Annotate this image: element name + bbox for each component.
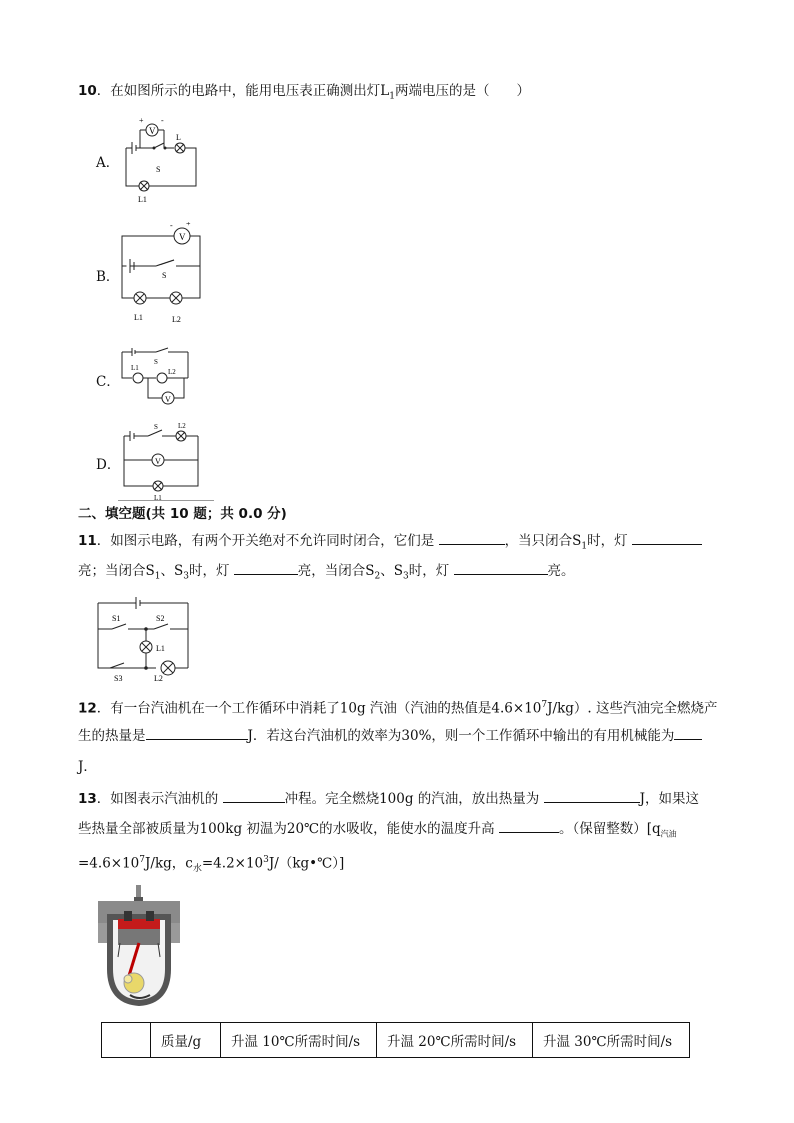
q12-blank-1[interactable] [146,725,248,740]
table-header-cell [102,1023,151,1058]
svg-text:L2: L2 [178,422,186,430]
table-header-cell: 质量/g [151,1023,221,1058]
q10-number: 10 [78,83,97,99]
q13-line1: 13．如图表示汽油机的 冲程。完全燃烧100g 的汽油，放出热量为 J，如果这 [78,788,699,809]
svg-text:L1: L1 [131,364,139,372]
circuit-a-diagram [118,114,202,206]
svg-text:V: V [165,395,171,404]
table-header-cell: 升温 20℃所需时间/s [377,1023,533,1058]
q12-number: 12 [78,700,97,717]
svg-text:L2: L2 [172,315,181,324]
q11-blank-3[interactable] [234,560,298,575]
q12-line2: 生的热量是 J．若这台汽油机的效率为30%，则一个工作循环中输出的有用机械能为 [78,725,702,746]
svg-text:S1: S1 [112,614,121,623]
option-a-label[interactable]: A． [96,155,120,171]
table-header-cell: 升温 30℃所需时间/s [533,1023,690,1058]
q11-number: 11 [78,533,97,549]
svg-text:L1: L1 [138,195,147,204]
circuit-d-diagram [118,420,218,502]
q13-blank-2[interactable] [544,788,640,803]
svg-text:-: - [161,116,164,125]
svg-text:S: S [154,358,158,366]
svg-text:S2: S2 [156,614,165,623]
option-c-label[interactable]: C． [96,374,120,390]
section-heading: 二、填空题(共 10 题；共 0.0 分) [78,506,287,522]
svg-text:L1: L1 [154,494,162,502]
svg-text:S: S [154,423,158,431]
table-header-cell: 升温 10℃所需时间/s [221,1023,377,1058]
q13-blank-1[interactable] [223,788,285,803]
divider [118,500,214,501]
q11-blank-2[interactable] [632,530,702,545]
engine-diagram [94,883,184,1009]
q11-circuit-diagram [92,593,192,683]
svg-text:S3: S3 [114,674,123,683]
svg-text:L1: L1 [134,313,143,322]
q11-line1: 11．如图示电路，有两个开关绝对不允许同时闭合，它们是 ，当只闭合$S_1$时，灯 [78,530,702,557]
q12-line3: J． [78,759,97,775]
q13-line2: 些热量全部被质量为100kg 初温为20℃的水吸收，能使水的温度升高 。（保留整数）[$q_{汽油}$ [78,818,677,845]
table-header-row [102,1023,690,1058]
data-table [101,1022,690,1058]
option-b-label[interactable]: B． [96,269,120,285]
q11-blank-4[interactable] [454,560,548,575]
circuit-b-diagram [118,222,208,326]
svg-text:S: S [162,271,167,280]
svg-text:+: + [139,116,144,125]
circuit-c-diagram [118,340,196,410]
svg-text:L: L [176,133,181,142]
svg-text:+: + [186,222,191,228]
svg-text:L2: L2 [168,368,176,376]
svg-text:S: S [156,165,161,174]
q13-blank-3[interactable] [499,818,559,833]
q13-number: 13 [78,791,97,807]
q12-blank-2[interactable] [674,725,702,740]
svg-text:L2: L2 [154,674,163,683]
q11-line2: 亮；当闭合$S_1$、$S_3$时，灯 亮，当闭合$S_2$、$S_3$时，灯 亮。 [78,560,575,587]
q11-blank-1[interactable] [439,530,505,545]
q10-stem: 10．在如图所示的电路中，能用电压表正确测出灯$L_1$两端电压的是（ ） [78,83,530,102]
svg-text:L1: L1 [156,644,165,653]
svg-text:V: V [155,457,161,466]
svg-text:V: V [179,232,186,242]
option-d-label[interactable]: D． [96,457,121,473]
voltmeter-label: V [149,126,156,136]
q13-line3: $=4.6\times 10^7J/kg$，$c_水=4.2\times 10^3J/(kg•℃)$] [78,855,345,875]
q12-line1: 12．有一台汽油机在一个工作循环中消耗了10g 汽油（汽油的热值是$4.6\times 10^7J/kg$）. 这些汽油完全燃烧产 [78,700,718,717]
svg-text:-: - [170,222,173,230]
